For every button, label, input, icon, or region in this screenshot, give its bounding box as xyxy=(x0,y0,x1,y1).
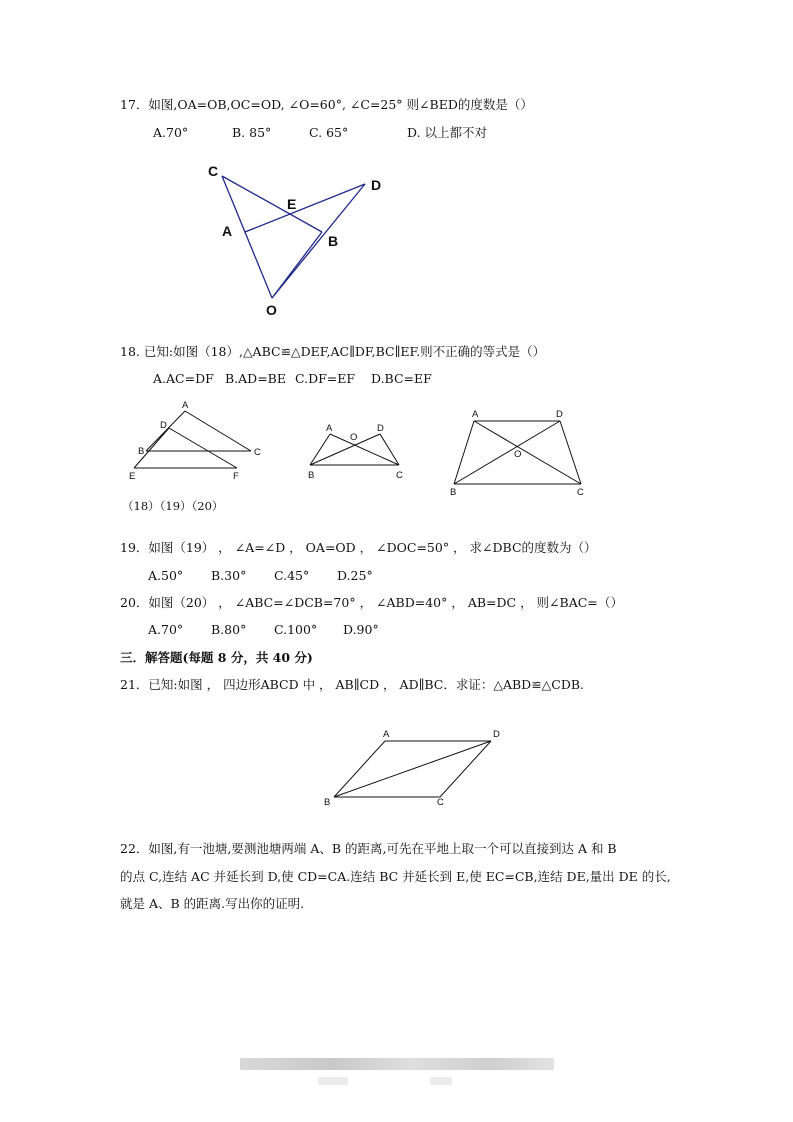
q17-label-e: E xyxy=(287,196,297,212)
q20-option-c: C.100° xyxy=(274,622,318,637)
footer-watermark xyxy=(240,1058,554,1070)
q22-line-2: 的点 C,连结 AC 并延长到 D,使 CD=CA.连结 BC 并延长到 E,使 EC=CB,连结 DE,量出 DE 的长, xyxy=(120,869,671,884)
q19-option-a: A.50° xyxy=(148,568,184,583)
q20-stem: 20．如图（20） ， ∠ABC=∠DCB=70° ， ∠ABD=40° ， AB=DC ， 则∠BAC= xyxy=(120,595,598,610)
q21-stem: 21．已知:如图 ， 四边形ABCD 中 ， AB∥CD ， AD∥BC．求证：△ABD≌△CDB. xyxy=(120,677,585,692)
fig20-label-b: B xyxy=(450,487,457,498)
q19-stem: 19．如图（19） ， ∠A=∠D ， OA=OD ， ∠DOC=50° ， 求∠DBC的度数为（） xyxy=(120,540,597,555)
q18-option-d: D.BC=EF xyxy=(371,371,432,386)
q19-option-c: C.45° xyxy=(274,568,310,583)
q19-option-b: B.30° xyxy=(211,568,247,583)
fig18-label-e: E xyxy=(129,471,136,482)
q17-option-c: C. 65° xyxy=(309,125,349,140)
fig18-label-a: A xyxy=(182,400,189,411)
q18-option-a: A.AC=DF xyxy=(153,371,214,386)
q22-line-3: 就是 A、B 的距离.写出你的证明. xyxy=(120,896,305,911)
footer-watermark-mark-left xyxy=(318,1077,348,1085)
q18-option-b: B.AD=BE xyxy=(225,371,286,386)
q21-label-c: C xyxy=(437,797,444,808)
q20-option-b: B.80° xyxy=(211,622,247,637)
fig20-label-d: D xyxy=(556,409,563,420)
q17-label-a: A xyxy=(222,223,233,239)
figure-captions: （18）（19）（20） xyxy=(122,499,224,513)
fig19-label-a: A xyxy=(326,423,333,434)
q17-label-c: C xyxy=(208,163,219,179)
fig18-label-d: D xyxy=(160,420,167,431)
q17-stem: 17．如图,OA=OB,OC=OD, ∠O=60°, ∠C=25° 则∠BED的度数是（） xyxy=(120,97,533,112)
section-3-title: 三．解答题(每题 8 分，共 40 分) xyxy=(120,650,313,665)
q17-label-o: O xyxy=(266,302,277,318)
q17-option-a: A.70° xyxy=(153,125,189,140)
fig19-label-c: C xyxy=(396,470,403,481)
q20-option-d: D.90° xyxy=(343,622,379,637)
fig18-label-c: C xyxy=(254,447,261,458)
q17-label-b: B xyxy=(328,233,339,249)
q17-option-d: D. 以上都不对 xyxy=(407,125,488,140)
fig20-label-o: O xyxy=(514,449,522,460)
q21-label-d: D xyxy=(493,729,500,740)
fig19-label-b: B xyxy=(308,470,315,481)
fig20-label-c: C xyxy=(577,487,584,498)
q18-option-c: C.DF=EF xyxy=(295,371,356,386)
q20-blank: （） xyxy=(598,595,624,610)
q21-label-a: A xyxy=(383,729,390,740)
fig19-label-d: D xyxy=(377,423,384,434)
fig18-label-f: F xyxy=(233,471,239,482)
q21-label-b: B xyxy=(324,797,331,808)
fig20-label-a: A xyxy=(472,409,479,420)
q19-option-d: D.25° xyxy=(337,568,373,583)
q20-option-a: A.70° xyxy=(148,622,184,637)
footer-watermark-mark-right xyxy=(430,1077,452,1085)
q17-option-b: B. 85° xyxy=(232,125,272,140)
q18-stem: 18. 已知:如图（18）,△ABC≌△DEF,AC∥DF,BC∥EF.则不正确的等式是（） xyxy=(120,344,546,359)
q22-line-1: 22．如图,有一池塘,要测池塘两端 A、B 的距离,可先在平地上取一个可以直接到达 A 和 B xyxy=(120,841,617,856)
fig18-label-b: B xyxy=(138,446,145,457)
fig19-label-o: O xyxy=(350,432,358,443)
q17-label-d: D xyxy=(371,177,382,193)
